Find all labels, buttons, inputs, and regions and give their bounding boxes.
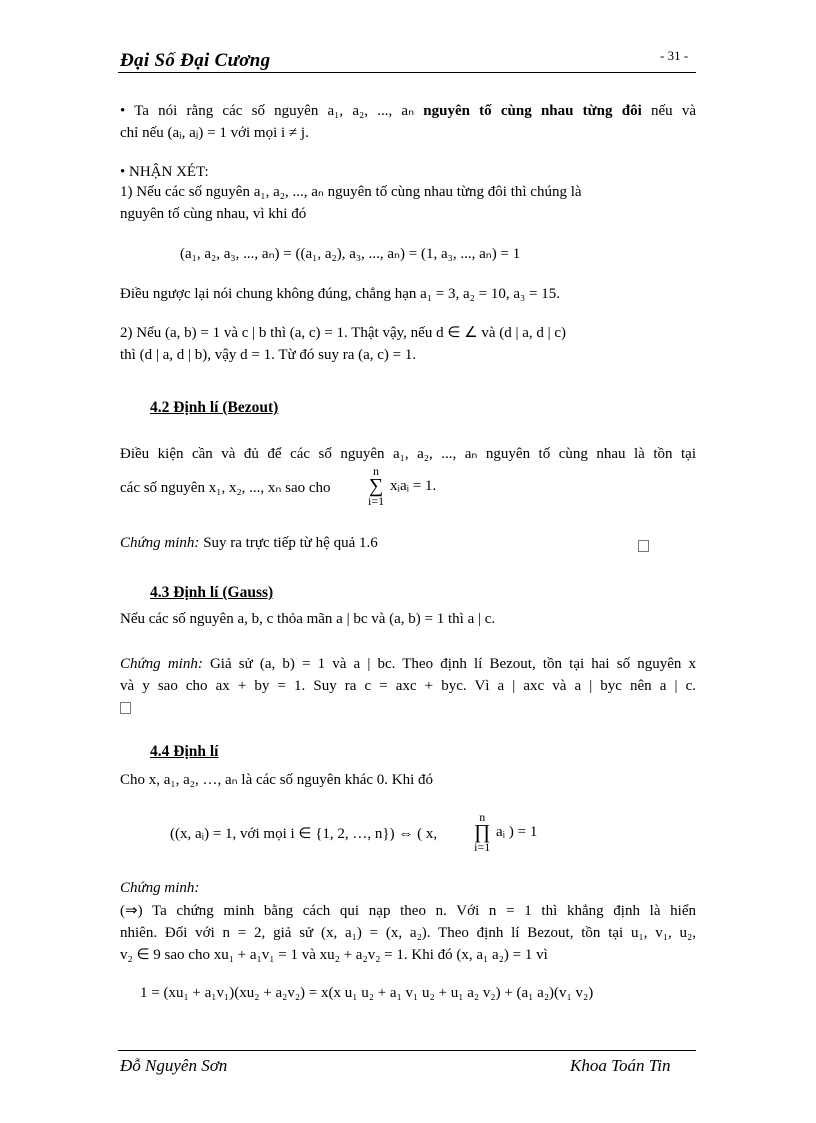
product-body: aᵢ ) = 1: [496, 824, 538, 840]
remark-1-line-2: nguyên tố cùng nhau, vì khi đó: [120, 206, 307, 222]
summation-body: xᵢaᵢ = 1.: [390, 478, 437, 494]
remark-formula: (a₁, a₂, a₃, ..., aₙ) = ((a₁, a₂), a₃, ..., aₙ) = (1, a₃, ..., aₙ) = 1: [180, 246, 521, 262]
page-header-title: Đại Số Đại Cương: [120, 50, 271, 71]
footer-rule: [118, 1050, 696, 1051]
qed-icon: [638, 537, 649, 554]
remark-1-line-1: 1) Nếu các số nguyên a₁, a₂, ..., aₙ nguyên tố cùng nhau từng đôi thì chúng là: [120, 184, 582, 200]
theorem-4-2-line-1: Điều kiện cần và đủ để các số nguyên a₁, a₂, ..., aₙ nguyên tố cùng nhau là tồn tại: [120, 446, 696, 462]
definition-line-1: • Ta nói rằng các số nguyên a₁, a₂, ..., aₙ nguyên tố cùng nhau từng đôi nếu và: [120, 103, 696, 119]
proof-label: Chứng minh:: [120, 656, 203, 672]
theorem-4-4-formula: 1 = (xu₁ + a₁v₁)(xu₂ + a₂v₂) = x(x u₁ u₂ + a₁ v₁ u₂ + u₁ a₂ v₂) + (a₁ a₂)(v₁ v₂): [140, 985, 594, 1001]
theorem-4-3-proof-line-1: Chứng minh: Giả sử (a, b) = 1 và a | bc. Theo định lí Bezout, tồn tại hai số nguyên x: [120, 656, 697, 672]
product-upper-limit: n: [479, 810, 486, 824]
footer-author: Đỗ Nguyên Sơn: [120, 1056, 228, 1075]
theorem-4-4-proof-line-1: (⇒) Ta chứng minh bằng cách qui nạp theo n. Với n = 1 thì khẳng định là hiển: [120, 903, 696, 919]
definition-line-2: chỉ nếu (aᵢ, aⱼ) = 1 với mọi i ≠ j.: [120, 125, 309, 141]
theorem-4-4-proof-line-3: v₂ ∈ 9 sao cho xu₁ + a₁v₁ = 1 và xu₂ + a₂v₂ = 1. Khi đó (x, a₁ a₂) = 1 vì: [120, 947, 548, 963]
footer-faculty: Khoa Toán Tin: [570, 1056, 671, 1075]
qed-icon: [120, 699, 131, 716]
theorem-4-2-heading: 4.2 Định lí (Bezout): [150, 399, 279, 416]
product-lower-limit: i=1: [474, 840, 491, 854]
theorem-4-3-proof-line-2: và y sao cho ax + by = 1. Suy ra c = axc + byc. Vì a | axc và a | byc nên a | c.: [120, 678, 696, 694]
theorem-4-3-heading: 4.3 Định lí (Gauss): [150, 584, 274, 601]
summation-upper-limit: n: [373, 464, 380, 478]
sigma-icon: ∑: [368, 475, 384, 497]
theorem-4-4-line-1: Cho x, a₁, a₂, …, aₙ là các số nguyên khác 0. Khi đó: [120, 772, 434, 788]
theorem-4-4-statement: ((x, aᵢ) = 1, với mọi i ∈ {1, 2, …, n}) ⇔ ( x,: [170, 826, 438, 842]
summation-symbol: [368, 465, 384, 507]
remark-2-line-2: thì (d | a, d | b), vậy d = 1. Từ đó suy ra (a, c) = 1.: [120, 347, 417, 363]
pi-product-icon: ∏: [474, 821, 491, 843]
theorem-4-3-statement: Nếu các số nguyên a, b, c thỏa mãn a | bc và (a, b) = 1 thì a | c.: [120, 611, 496, 627]
theorem-4-2-line-2: các số nguyên x₁, x₂, ..., xₙ sao cho: [120, 480, 331, 496]
remark-2-line-1: 2) Nếu (a, b) = 1 và c | b thì (a, c) = 1. Thật vậy, nếu d ∈ ∠ và (d | a, d | c): [120, 325, 567, 341]
theorem-4-2-proof: Chứng minh: Suy ra trực tiếp từ hệ quả 1.6: [120, 535, 378, 551]
proof-label: Chứng minh:: [120, 535, 200, 551]
header-rule: [118, 72, 696, 73]
proof-label: Chứng minh:: [120, 880, 200, 896]
page-number: - 31 -: [660, 48, 689, 63]
product-symbol: [474, 811, 490, 853]
definition-term: nguyên tố cùng nhau từng đôi: [423, 103, 642, 119]
theorem-4-4-proof-line-2: nhiên. Đối với n = 2, giả sử (x, a₁) = (x, a₂). Theo định lí Bezout, tồn tại u₁, v₁, u₂,: [120, 925, 696, 941]
remark-1-line-3: Điều ngược lại nói chung không đúng, chẳng hạn a₁ = 3, a₂ = 10, a₃ = 15.: [120, 286, 560, 302]
remark-heading: • NHẬN XÉT:: [120, 164, 209, 180]
summation-lower-limit: i=1: [368, 494, 385, 508]
theorem-4-4-heading: 4.4 Định lí: [150, 743, 219, 760]
